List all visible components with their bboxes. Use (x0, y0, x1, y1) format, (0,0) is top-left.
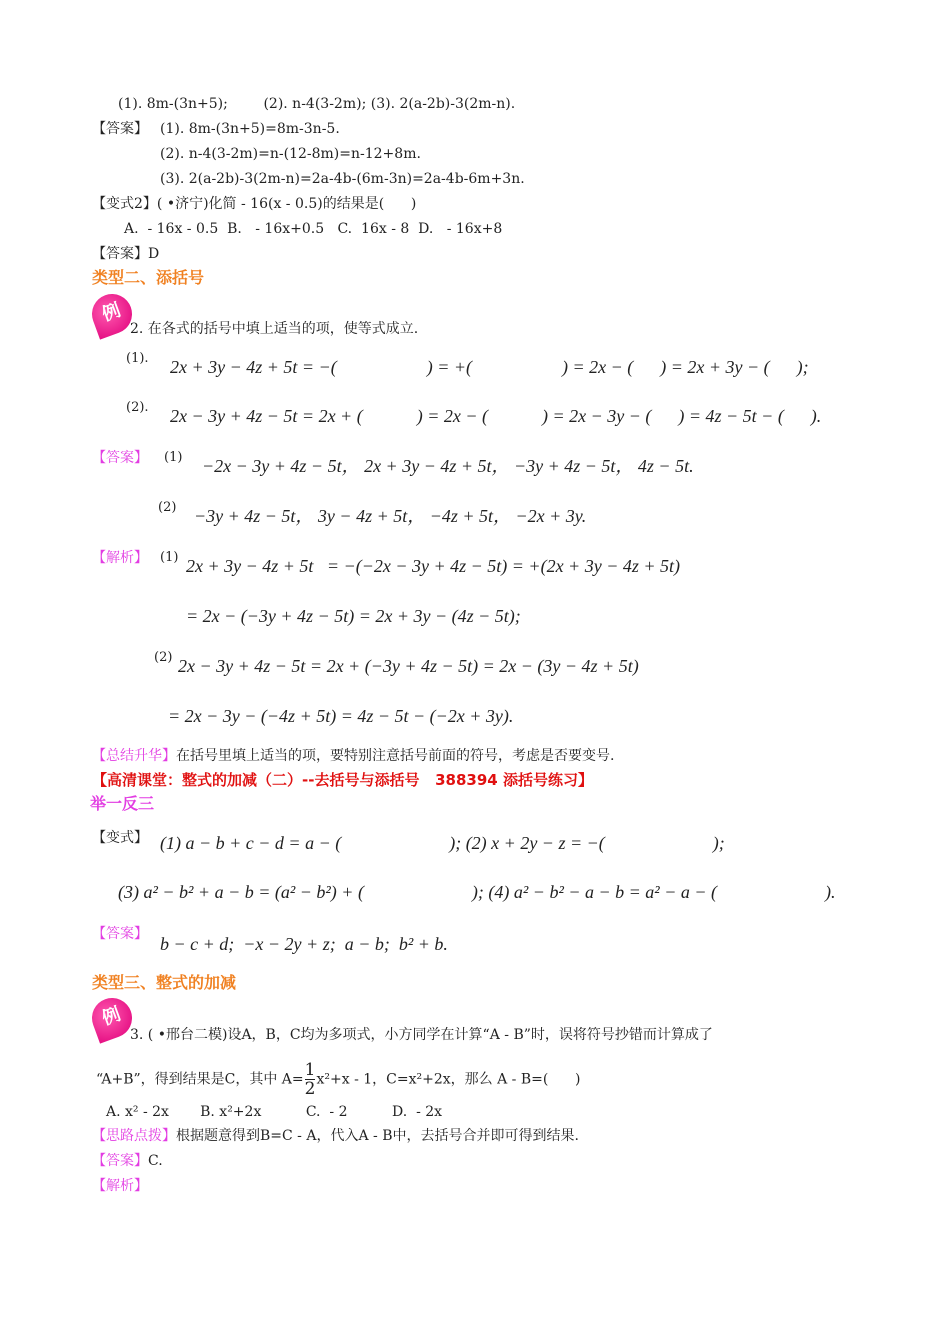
answer-label: 【答案】 (92, 121, 148, 137)
problem-line: (1). 8m-(3n+5); (2). n-4(3-2m); (3). 2(a-2b)-3(2m-n). (118, 96, 516, 112)
example-2-question: 2. 在各式的括号中填上适当的项，使等式成立. (130, 321, 419, 337)
fraction-numerator: 1 (304, 1060, 316, 1080)
analysis-label: 【解析】 (92, 1178, 148, 1194)
answer-line-2: (2). n-4(3-2m)=n-(12-8m)=n-12+8m. (160, 146, 421, 162)
example-badge-icon: 例 (86, 992, 137, 1043)
summary-text: 在括号里填上适当的项，要特别注意括号前面的符号，考虑是否要变号. (176, 748, 615, 764)
answer-line-1: (1). 8m-(3n+5)=8m-3n-5. (160, 121, 340, 137)
summary-label: 【总结升华】 (92, 748, 176, 764)
example-badge-icon: 例 (86, 288, 137, 339)
q2-equation: 2x − 3y + 4z − 5t = 2x + ( ) = 2x − ( ) = 2x − 3y − ( ) = 4z − 5t − ( ). (170, 406, 822, 426)
fraction (305, 1061, 316, 1098)
answer-2: −3y + 4z − 5t， 3y − 4z + 5t， −4z + 5t， −2x + 3y. (194, 506, 587, 526)
practice-heading: 举一反三 (90, 794, 155, 813)
solution-1a: 2x + 3y − 4z + 5t = −(−2x − 3y + 4z − 5t) = +(2x + 3y − 4z + 5t) (186, 556, 680, 576)
variant-2-answer: 【答案】D (92, 246, 160, 262)
example-3-options: A. x² - 2x B. x²+2x C. - 2 D. - 2x (106, 1104, 443, 1120)
answer-label: 【答案】 (92, 1153, 148, 1169)
section-heading-3: 类型三、整式的加减 (92, 973, 237, 992)
hint (92, 1126, 579, 1146)
a1-label: (1) (164, 450, 183, 465)
example-3-line-1: 3. ( •邢台二模)设A，B，C均为多项式，小方同学在计算“A - B”时，误将符号抄错而计算成了 (130, 1027, 713, 1043)
variant-line-2: (3) a² − b² + a − b = (a² − b²) + ( ); (4) a² − b² − a − b = a² − a − ( ). (118, 882, 836, 902)
answer-line-3: (3). 2(a-2b)-3(2m-n)=2a-4b-(6m-3n)=2a-4b-6m+3n. (160, 171, 525, 187)
answer-label: 【答案】 (92, 450, 148, 466)
q2-label: (2). (126, 400, 149, 415)
variant-2-options: A. - 16x - 0.5 B. - 16x+0.5 C. 16x - 8 D. - 16x+8 (124, 221, 503, 237)
variant-2-question: 【变式2】( •济宁)化简 - 16(x - 0.5)的结果是( ) (92, 196, 417, 212)
answer-1: −2x − 3y + 4z − 5t， 2x + 3y − 4z + 5t， −3y + 4z − 5t， 4z − 5t. (202, 456, 694, 476)
variant-label: 【变式】 (92, 830, 148, 846)
solution-1b: = 2x − (−3y + 4z − 5t) = 2x + 3y − (4z − 5t); (186, 606, 521, 626)
a2-label: (2) (158, 500, 177, 515)
s1-label: (1) (160, 550, 179, 565)
text: x²+x - 1，C=x²+2x，那么 A - B=( ) (316, 1071, 581, 1088)
example-3-answer (92, 1151, 163, 1171)
hd-classroom-link[interactable]: 【高清课堂：整式的加减（二）--去括号与添括号 388394 添括号练习】 (92, 771, 593, 789)
text: “A+B”，得到结果是C，其中 A= (96, 1071, 304, 1088)
solution-2a: 2x − 3y + 4z − 5t = 2x + (−3y + 4z − 5t) = 2x − (3y − 4z + 5t) (178, 656, 639, 676)
hint-text: 根据题意得到B=C - A，代入A - B中，去括号合并即可得到结果. (176, 1128, 579, 1144)
variant-line-1: (1) a − b + c − d = a − ( ); (2) x + 2y − z = −( ); (160, 833, 725, 853)
analysis-label: 【解析】 (92, 550, 148, 566)
hint-label: 【思路点拨】 (92, 1128, 176, 1144)
answer-text: C. (148, 1153, 163, 1169)
section-heading-2: 类型二、添括号 (92, 268, 205, 287)
variant-answer-label: 【答案】 (92, 926, 148, 942)
fraction-denominator: 2 (304, 1079, 316, 1099)
q1-equation: 2x + 3y − 4z + 5t = −( ) = +( ) = 2x − ( ) = 2x + 3y − ( ); (170, 357, 809, 377)
s3-label: (2) (154, 650, 173, 665)
variant-answer: b − c + d; −x − 2y + z; a − b; b² + b. (160, 934, 448, 954)
summary (92, 746, 614, 766)
q1-label: (1). (126, 351, 149, 366)
example-3-line-2 (96, 1061, 580, 1098)
solution-2b: = 2x − 3y − (−4z + 5t) = 4z − 5t − (−2x + 3y). (168, 706, 514, 726)
